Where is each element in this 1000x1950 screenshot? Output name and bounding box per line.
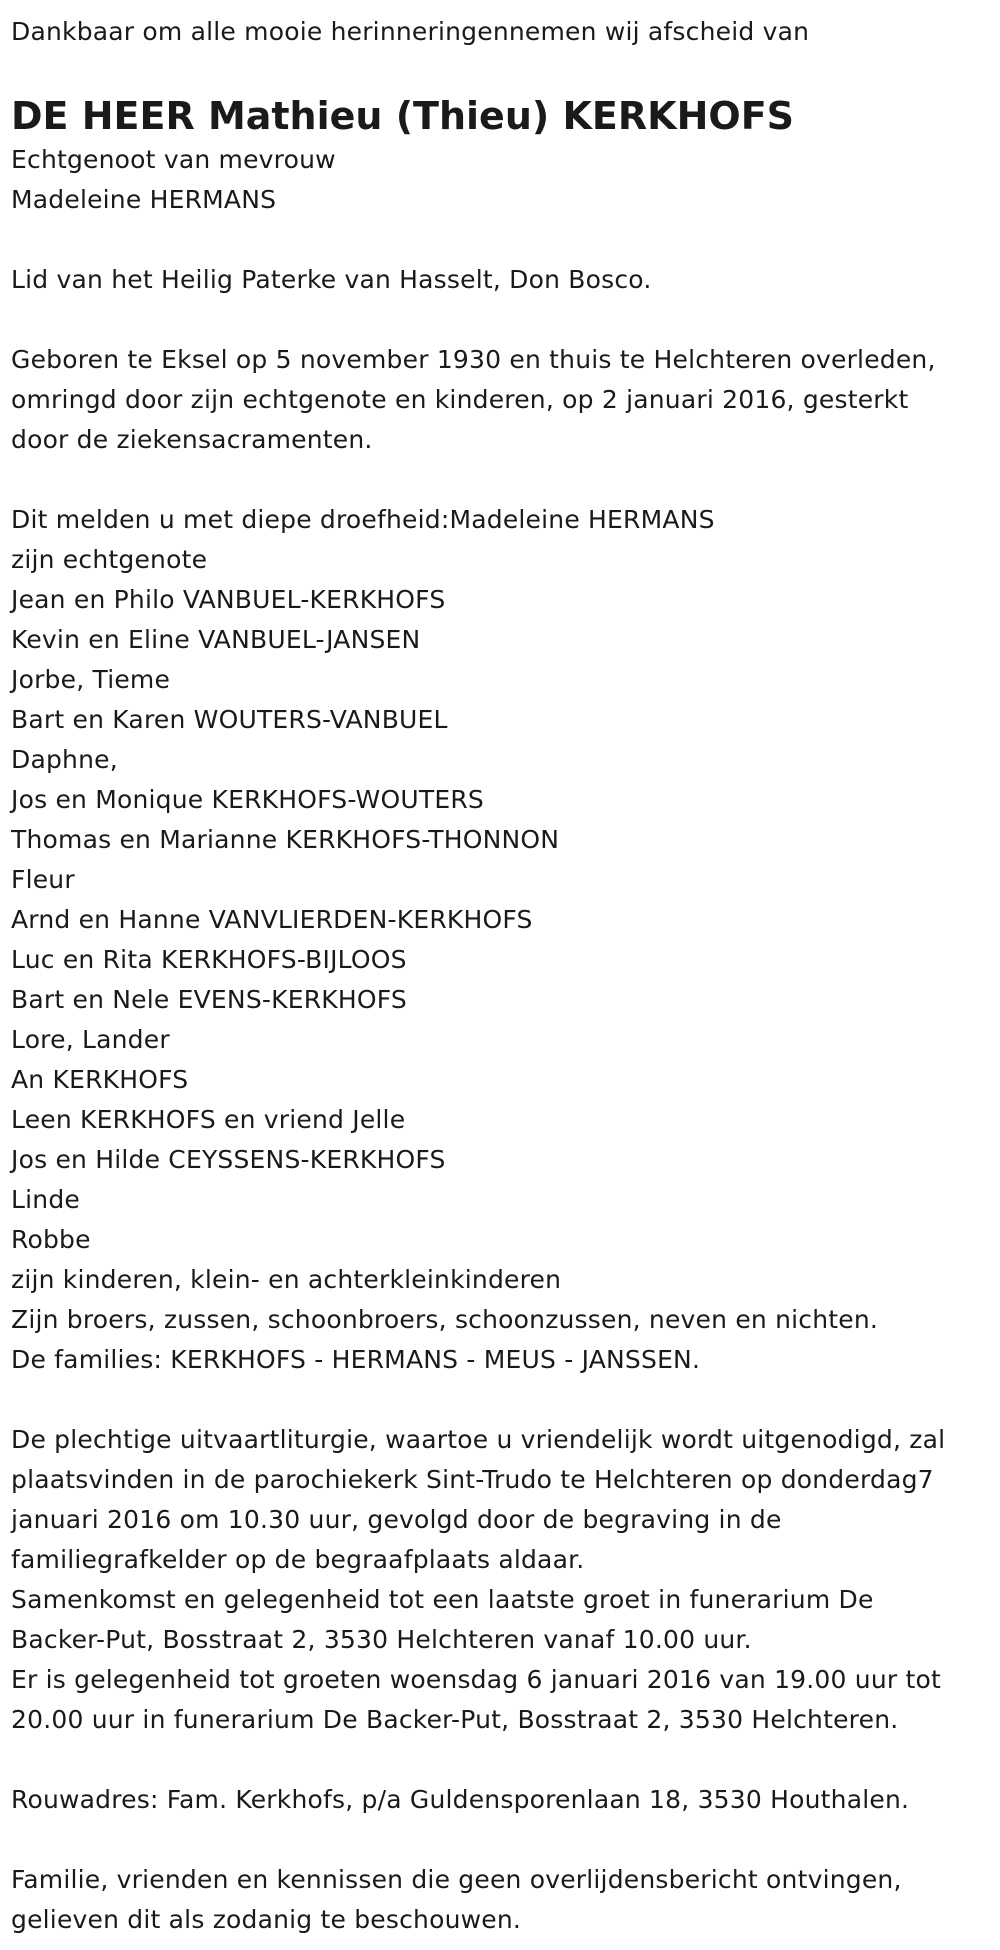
mourners-list [11, 500, 1000, 1380]
mourner-line: Jos en Monique KERKHOFS-WOUTERS [11, 785, 484, 814]
spacer [11, 1740, 1000, 1780]
birth-death-paragraph [11, 340, 1000, 460]
mourner-line: Luc en Rita KERKHOFS-BIJLOOS [11, 945, 407, 974]
mourner-line: Jos en Hilde CEYSSENS-KERKHOFS [11, 1145, 446, 1174]
closing-paragraph [11, 1860, 1000, 1940]
mourner-line: zijn kinderen, klein- en achterkleinkinderen [11, 1265, 562, 1294]
mourner-line: Zijn broers, zussen, schoonbroers, schoonzussen, neven en nichten. [11, 1305, 879, 1334]
mourner-line: Robbe [11, 1225, 91, 1254]
mourner-line: Dit melden u met diepe droefheid:Madeleine HERMANS [11, 505, 715, 534]
paragraph-line: gelieven dit als zodanig te beschouwen. [11, 1905, 522, 1934]
paragraph-line: plaatsvinden in de parochiekerk Sint-Trudo te Helchteren op donderdag7 [11, 1465, 934, 1494]
mourner-line: Bart en Karen WOUTERS-VANBUEL [11, 705, 448, 734]
mourner-line: Daphne, [11, 745, 118, 774]
spacer [11, 460, 1000, 500]
intro-text: Dankbaar om alle mooie herinneringennemen wij afscheid van [11, 17, 810, 46]
mourner-line: zijn echtgenote [11, 545, 208, 574]
paragraph-line: Familie, vrienden en kennissen die geen overlijdensbericht ontvingen, [11, 1865, 902, 1894]
ceremony-paragraph [11, 1420, 1000, 1740]
mourner-line: Arnd en Hanne VANVLIERDEN-KERKHOFS [11, 905, 533, 934]
paragraph-line: De plechtige uitvaartliturgie, waartoe u vriendelijk wordt uitgenodigd, zal [11, 1425, 946, 1454]
mourning-address: Rouwadres: Fam. Kerkhofs, p/a Guldensporenlaan 18, 3530 Houthalen. [11, 1785, 910, 1814]
paragraph-line: Geboren te Eksel op 5 november 1930 en thuis te Helchteren overleden, [11, 345, 936, 374]
mourner-line: Leen KERKHOFS en vriend Jelle [11, 1105, 406, 1134]
mourner-line: Kevin en Eline VANBUEL-JANSEN [11, 625, 421, 654]
deceased-name: DE HEER Mathieu (Thieu) KERKHOFS [11, 94, 795, 138]
mourner-line: Bart en Nele EVENS-KERKHOFS [11, 985, 407, 1014]
mourner-line: De families: KERKHOFS - HERMANS - MEUS - JANSSEN. [11, 1345, 701, 1374]
paragraph-line: Samenkomst en gelegenheid tot een laatste groet in funerarium De [11, 1585, 874, 1614]
membership-text: Lid van het Heilig Paterke van Hasselt, Don Bosco. [11, 265, 652, 294]
paragraph-line: door de ziekensacramenten. [11, 425, 373, 454]
spacer [11, 1820, 1000, 1860]
mourner-line: Lore, Lander [11, 1025, 170, 1054]
spouse-line-1: Echtgenoot van mevrouw [11, 145, 336, 174]
mourner-line: Linde [11, 1185, 80, 1214]
paragraph-line: familiegrafkelder op de begraafplaats aldaar. [11, 1545, 585, 1574]
mourner-line: An KERKHOFS [11, 1065, 189, 1094]
paragraph-line: 20.00 uur in funerarium De Backer-Put, Bosstraat 2, 3530 Helchteren. [11, 1705, 899, 1734]
paragraph-line: Backer-Put, Bosstraat 2, 3530 Helchteren vanaf 10.00 uur. [11, 1625, 752, 1654]
paragraph-line: Er is gelegenheid tot groeten woensdag 6 januari 2016 van 19.00 uur tot [11, 1665, 941, 1694]
mourner-line: Jean en Philo VANBUEL-KERKHOFS [11, 585, 446, 614]
paragraph-line: omringd door zijn echtgenote en kinderen, op 2 januari 2016, gesterkt [11, 385, 909, 414]
mourner-line: Thomas en Marianne KERKHOFS-THONNON [11, 825, 560, 854]
spacer [11, 1380, 1000, 1420]
paragraph-line: januari 2016 om 10.30 uur, gevolgd door de begraving in de [11, 1505, 782, 1534]
mourner-line: Jorbe, Tieme [11, 665, 171, 694]
spouse-line-2: Madeleine HERMANS [11, 185, 277, 214]
mourner-line: Fleur [11, 865, 75, 894]
spacer [11, 300, 1000, 340]
spacer [11, 220, 1000, 260]
